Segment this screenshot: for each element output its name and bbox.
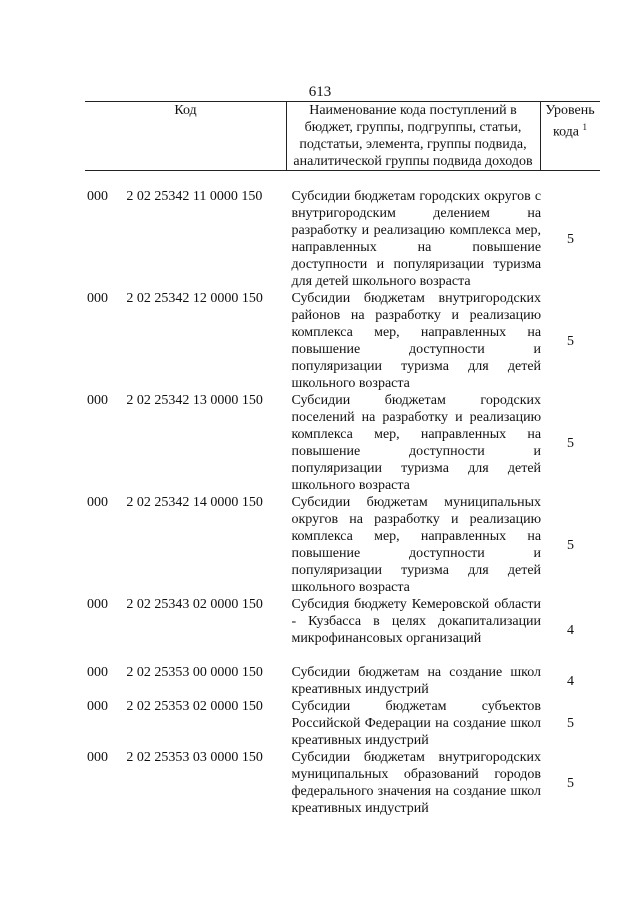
row-level: 5: [567, 231, 575, 247]
row-code: 2 02 25353 03 0000 150: [126, 750, 263, 765]
row-code: 2 02 25342 13 0000 150: [126, 393, 263, 408]
row-prefix: 000: [87, 750, 108, 765]
row-prefix: 000: [87, 665, 108, 680]
table-row: [85, 188, 600, 290]
header-level: [540, 102, 600, 141]
row-level: 5: [567, 333, 575, 349]
header-code: Код: [174, 103, 197, 118]
table-row: [85, 698, 600, 749]
row-prefix: 000: [87, 291, 108, 306]
page-number: 613: [308, 84, 332, 100]
table-row: [85, 749, 600, 817]
row-prefix: 000: [87, 597, 108, 612]
row-name: Субсидии бюджетам городских округов с внутригородским делением на разработку и реализацию комплекса мер, направленных на повышение доступности и популяризации туризма для детей школьного возраста: [291, 189, 542, 289]
header-level-line: Уровень: [545, 103, 595, 118]
table-row: [85, 664, 600, 698]
row-prefix: 000: [87, 495, 108, 510]
table-row: [85, 392, 600, 494]
row-code: 2 02 25342 12 0000 150: [126, 291, 263, 306]
table-row: [85, 290, 600, 392]
row-name: Субсидии бюджетам муниципальных округов на разработку и реализацию комплекса мер, направленных на повышение доступности и популяризации туризма для детей школьного возраста: [291, 495, 542, 595]
row-code: 2 02 25353 00 0000 150: [126, 665, 263, 680]
header-name-line: подстатьи, элемента, группы подвида,: [299, 137, 527, 152]
row-code: 2 02 25342 14 0000 150: [126, 495, 263, 510]
row-prefix: 000: [87, 393, 108, 408]
row-level: 4: [567, 622, 575, 638]
row-name: Субсидии бюджетам внутригородских муниципальных образований городов федерального значения на создание школ креативных индустрий: [291, 750, 542, 816]
row-name: Субсидия бюджету Кемеровской области - Кузбасса в целях докапитализации микрофинансовых организаций: [291, 597, 542, 646]
row-code: 2 02 25353 02 0000 150: [126, 699, 263, 714]
row-code: 2 02 25342 11 0000 150: [126, 189, 263, 204]
header-name-line: бюджет, группы, подгруппы, статьи,: [304, 120, 522, 135]
row-name: Субсидии бюджетам на создание школ креативных индустрий: [291, 665, 542, 697]
row-level: 5: [567, 435, 575, 451]
header-name-line: аналитической группы подвида доходов: [293, 154, 533, 169]
header-level-footnote: 1: [582, 122, 588, 132]
header-level-line: [540, 119, 600, 141]
row-level: 5: [567, 716, 575, 731]
row-name: Субсидии бюджетам городских поселений на разработку и реализацию комплекса мер, направленных на повышение доступности и популяризации туризма для детей школьного возраста: [291, 393, 542, 493]
row-code: 2 02 25343 02 0000 150: [126, 597, 263, 612]
row-prefix: 000: [87, 189, 108, 204]
row-level: 5: [567, 775, 575, 791]
row-name: Субсидии бюджетам субъектов Российской Федерации на создание школ креативных индустрий: [291, 699, 542, 748]
header-name: [286, 102, 540, 170]
table-row: [85, 596, 600, 664]
row-level: 5: [567, 537, 575, 553]
table-body: [85, 188, 600, 817]
row-prefix: 000: [87, 699, 108, 714]
row-name: Субсидии бюджетам внутригородских районов на разработку и реализацию комплекса мер, направленных на повышение доступности и популяризации туризма для детей школьного возраста: [291, 291, 542, 391]
header-name-line: Наименование кода поступлений в: [309, 103, 517, 118]
table-header: [85, 101, 600, 171]
table-row: [85, 494, 600, 596]
header-level-label: кода: [552, 124, 580, 140]
row-level: 4: [567, 673, 575, 689]
